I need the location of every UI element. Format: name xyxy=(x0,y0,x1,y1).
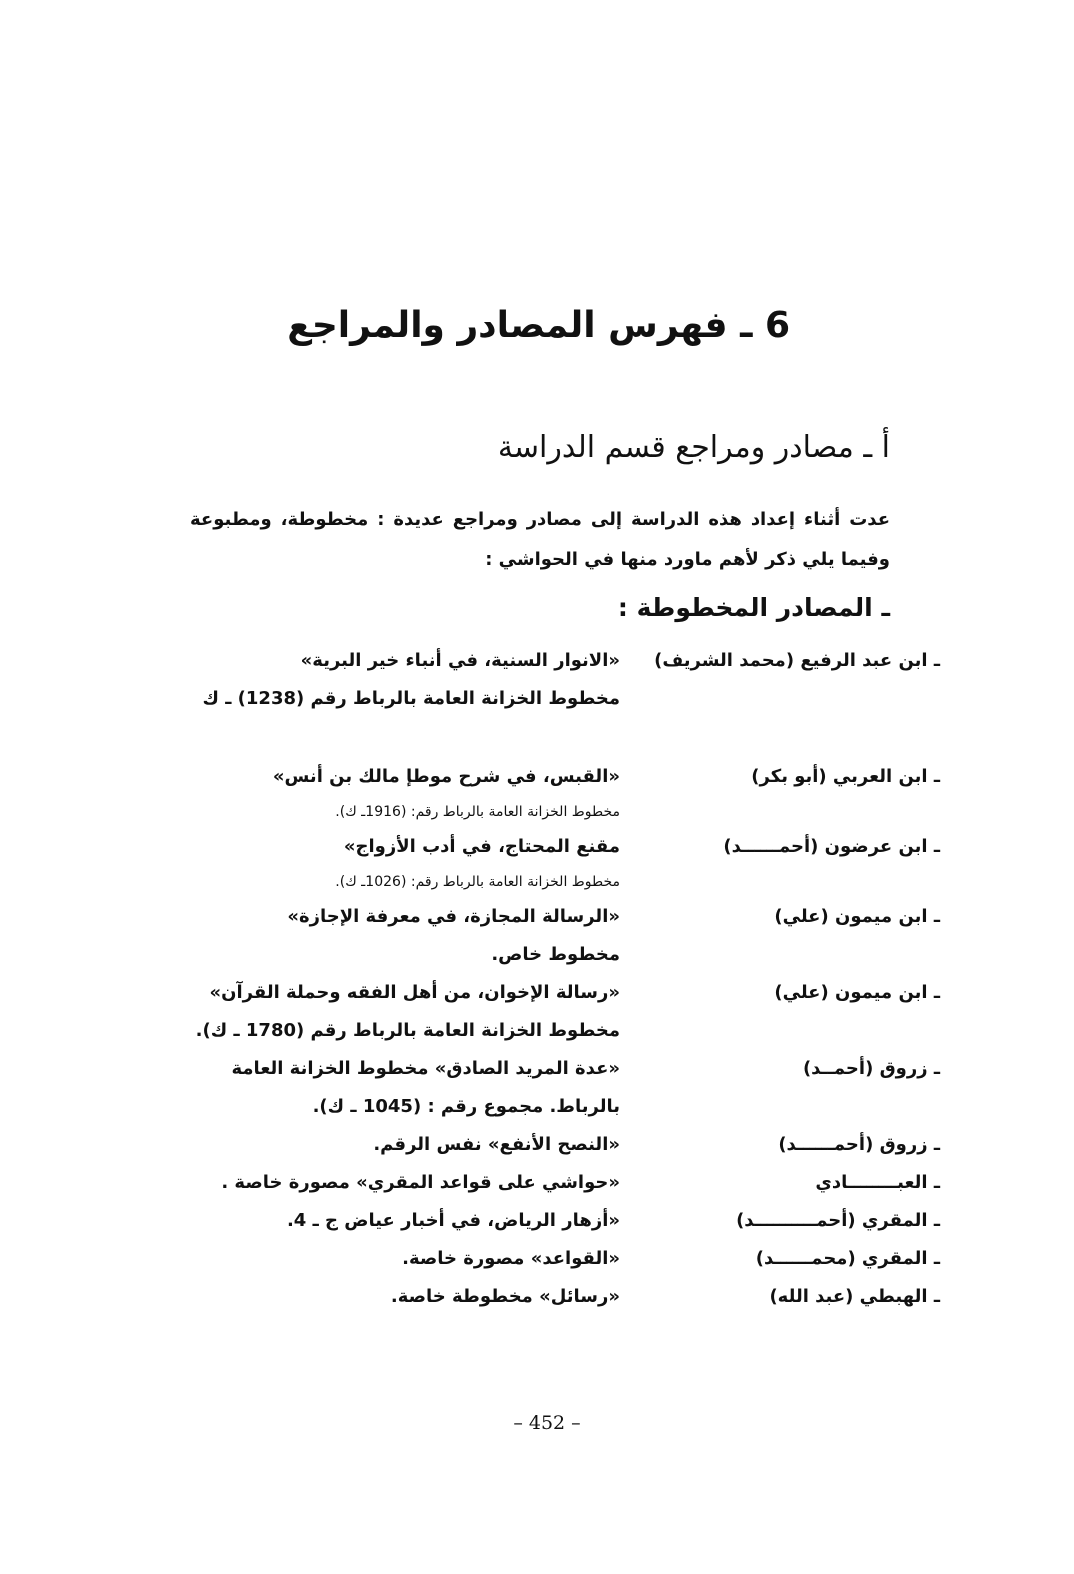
entry-work-title: مقنع المحتاج، في أدب الأزواج» xyxy=(343,836,620,857)
list-item xyxy=(190,1164,940,1202)
list-item xyxy=(190,1240,940,1278)
entry-work xyxy=(190,1202,620,1240)
entry-work xyxy=(190,1164,620,1202)
entry-author: ـ زروق (أحمــــــد) xyxy=(778,1134,940,1155)
entry-author: ـ الهبطي (عبد الله) xyxy=(769,1286,940,1307)
entry-work-title: «الرسالة المجازة، في معرفة الإجازة» xyxy=(287,906,620,927)
entry-work-title: «القبس، في شرح موطإ مالك بن أنس» xyxy=(272,766,620,787)
list-item xyxy=(190,1050,940,1126)
entry-author: ـ المقري (أحمــــــــــد) xyxy=(736,1210,940,1231)
entry-work-title: «رسالة الإخوان، من أهل الفقه وحملة القرآن» xyxy=(209,982,620,1003)
entry-author: ـ المقري (محمــــــد) xyxy=(755,1248,940,1269)
entry-work-title: «النصح الأنفع» نفس الرقم. xyxy=(373,1134,620,1155)
entry-work-title: «القواعد» مصورة خاصة. xyxy=(402,1248,620,1269)
spacer xyxy=(190,718,940,758)
main-title: 6 ـ فهرس المصادر والمراجع xyxy=(287,305,790,346)
intro-line-1: عدت أثناء إعداد هذه الدراسة إلى مصادر ومراجع عديدة : مخطوطة، ومطبوعة xyxy=(190,509,890,530)
entry-work-title: «حواشي على قواعد المقري» مصورة خاصة . xyxy=(221,1172,620,1193)
entry-work xyxy=(190,1240,620,1278)
list-item xyxy=(190,974,940,1050)
entry-work-location: مخطوط الخزانة العامة بالرباط رقم (1238) ـ ك xyxy=(202,688,620,709)
entry-author: ـ زروق (أحمــد) xyxy=(802,1058,940,1079)
entry-work-note: مخطوط الخزانة العامة بالرباط رقم: (1916ـ ك). xyxy=(335,804,620,820)
entry-author: ـ العبــــــــادي xyxy=(815,1172,940,1193)
entry-work xyxy=(190,828,620,898)
entry-work xyxy=(190,974,620,1050)
entry-work-title: «عدة المريد الصادق» مخطوط الخزانة العامة xyxy=(231,1058,620,1079)
entry-work-location: مخطوط الخزانة العامة بالرباط رقم (1780 ـ ك). xyxy=(195,1020,620,1041)
entry-work-title: «الانوار السنية، في أنباء خير البرية» xyxy=(300,650,620,671)
entry-work-note: مخطوط الخزانة العامة بالرباط رقم: (1026ـ ك). xyxy=(335,874,620,890)
entry-work-location: مخطوط خاص. xyxy=(491,944,620,965)
list-item xyxy=(190,1202,940,1240)
entry-author: ـ ابن عرضون (أحمــــــد) xyxy=(723,836,940,857)
intro-line-2: وفيما يلي ذكر لأهم ماورد منها في الحواشي : xyxy=(485,549,890,570)
list-item xyxy=(190,898,940,974)
entry-author: ـ ابن ميمون (علي) xyxy=(774,982,940,1003)
entry-work xyxy=(190,1278,620,1316)
entry-author: ـ ابن عبد الرفيع (محمد الشريف) xyxy=(654,650,940,671)
entry-work xyxy=(190,758,620,828)
entry-work xyxy=(190,898,620,974)
entry-work-title: «أزهار الرياض، في أخبار عياض ج ـ 4. xyxy=(286,1210,620,1231)
subsection-title: ـ المصادر المخطوطة : xyxy=(617,593,890,622)
entry-work-location: بالرباط. مجموع رقم : (1045 ـ ك). xyxy=(312,1096,620,1117)
entry-work-title: «رسائل» مخطوطة خاصة. xyxy=(390,1286,620,1307)
entry-author: ـ ابن العربي (أبو بكر) xyxy=(751,766,940,787)
entry-work xyxy=(190,1050,620,1126)
entry-work xyxy=(190,1126,620,1164)
intro-paragraph xyxy=(190,500,890,580)
sources-list xyxy=(190,642,940,1316)
entry-work xyxy=(190,642,620,718)
section-title: أ ـ مصادر ومراجع قسم الدراسة xyxy=(497,430,890,465)
entry-author: ـ ابن ميمون (علي) xyxy=(774,906,940,927)
list-item xyxy=(190,758,940,828)
list-item xyxy=(190,1126,940,1164)
list-item xyxy=(190,828,940,898)
list-item xyxy=(190,1278,940,1316)
list-item xyxy=(190,642,940,718)
page-number: – 452 – xyxy=(513,1412,581,1434)
